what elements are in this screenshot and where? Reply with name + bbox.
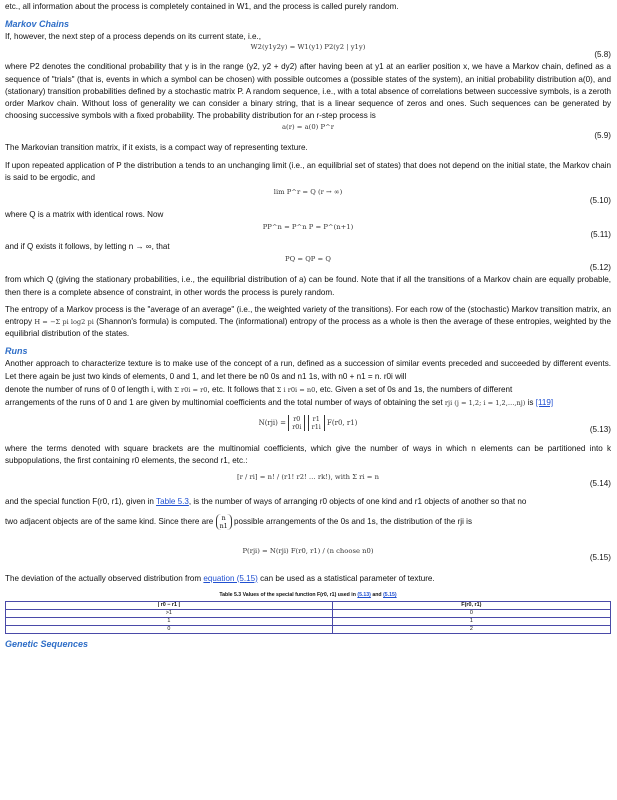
section-heading-runs: Runs	[5, 346, 28, 357]
text: , is the number of ways of arranging r0 objects of one kind and r1 objects of another so that no	[188, 497, 527, 507]
runs-paragraph-2	[5, 383, 611, 397]
paragraph: from which Q (giving the stationary probabilities, i.e., the equilibrial distribution of a) can be found. Note that if all the transitions of a Markov chain are equally probable, then there is a complete absence of constraint, in other words the process is purely random.	[5, 275, 611, 297]
equation-number: (5.8)	[594, 50, 611, 60]
caption-link-5-15[interactable]: (5.15)	[383, 591, 397, 598]
article-page	[5, 0, 611, 651]
table-cell: 2	[332, 625, 610, 633]
table-row	[6, 625, 611, 633]
equation-number: (5.10)	[589, 196, 611, 206]
text: denote the number of runs of 0 of length i, with	[5, 384, 172, 394]
runs-paragraph-7	[5, 573, 611, 585]
section-heading-genetic-sequences: Genetic Sequences	[5, 638, 89, 649]
table-caption	[5, 591, 611, 599]
set-formula: rji (j = 1,2; i = 1,2,…,nj)	[444, 398, 526, 407]
equation-5-13	[5, 413, 611, 443]
equation-5-9	[5, 122, 611, 142]
table-cell: 0	[6, 625, 333, 633]
paragraph: The Markovian transition matrix, if it exists, is a compact way of representing texture.	[5, 143, 308, 153]
paragraph: where Q is a matrix with identical rows. Now	[5, 210, 164, 220]
coefficient-bottom: r1i	[311, 423, 321, 432]
equation-5-15	[5, 535, 611, 573]
text: , etc. Given a set of 0s and 1s, the numbers of different	[315, 384, 513, 394]
table-cell: 1	[6, 617, 333, 625]
binomial-coefficient	[216, 514, 232, 530]
text: The deviation of the actually observed distribution from	[5, 573, 202, 583]
multinomial-coefficient	[308, 415, 325, 431]
sum-formula: Σ r0i = r0	[174, 385, 208, 394]
text: The entropy of a Markov process is the "average of an average" (i.e., the weighted variety of the transitions). For each row of the (stochastic) Markov transition matrix, an entropy	[5, 304, 611, 327]
paragraph: Another approach to characterize texture is to make use of the concept of a run, defined as a succession of similar events preceded and succeeded by different events. Let there again be just two kinds of elements, 0 and 1, and let there be n0 0s and n1 1s, with n0 + n1 = n. r0i will	[5, 359, 611, 381]
section-heading-markov-chains: Markov Chains	[5, 19, 70, 30]
equation-number: (5.14)	[589, 479, 611, 489]
equation-number: (5.9)	[594, 131, 611, 141]
multinomial-coefficient	[288, 415, 305, 431]
equation-5-8	[5, 43, 611, 61]
equation-number: (5.12)	[589, 263, 611, 273]
equation-number: (5.15)	[589, 552, 611, 562]
entropy-paragraph	[5, 304, 611, 341]
equation-formula	[5, 415, 611, 431]
text: possible arrangements of the 0s and 1s, the distribution of the rji is	[234, 516, 472, 526]
entropy-formula: H = −Σ pi log2 pi	[34, 318, 94, 327]
equation-formula: a(r) = a(0) P^r	[282, 123, 334, 132]
equation-formula: PP^n = P^n P = P^(n+1)	[262, 223, 354, 232]
text: (Shannon's formula) is computed. The (informational) entropy of the process as a whole is then the average of these entropies, weighted by the equilibrial distribution of the states.	[5, 317, 612, 339]
equation-lhs: N(rji) =	[258, 419, 286, 428]
intro-paragraph: etc., all information about the process is completely contained in W1, and the process is called purely random.	[5, 2, 399, 11]
table-row	[6, 609, 611, 617]
equation-5-10	[5, 184, 611, 209]
equation-5-12	[5, 253, 611, 274]
paragraph: If upon repeated application of P the distribution a tends to an unchanging limit (i.e., an equilibrial set of states) that does not depend on the initial state, the Markov chain is said to be ergodic, and	[5, 160, 611, 182]
table-cell: 1	[332, 617, 610, 625]
caption-text: and	[372, 591, 382, 598]
coefficient-top: r1	[312, 415, 320, 424]
equation-formula: P(rji) = N(rji) F(r0, r1) / (n choose n0)	[242, 546, 374, 555]
runs-paragraph-5	[5, 496, 611, 508]
table-5-3-link[interactable]: Table 5.3	[156, 497, 189, 507]
caption-link-5-13[interactable]: (5.13)	[357, 591, 371, 598]
text: is	[527, 397, 534, 407]
paragraph: where P2 denotes the conditional probability that y is in the range (y2, y2 + dy2) after having been at y1 at an earlier position x, we have a Markov chain, defined as a sequence of "trials" (that is, events in which a symbol can be chosen) with possible outcomes a (possible states of the system), an initial probability distribution a(0), and (stationary) transition probabilities defined by a stochastic matrix P. A random sequence, i.e., with a total absence of correlations between successive symbols, is a zeroth order Markov chain. Without loss of generality we can consider a binary string, that is a linear sequence of zeros and ones. Such sequences can be generated by choosing successive symbols with a fixed probability. The probability distribution for an r-step process is	[5, 62, 611, 121]
paragraph: and if Q exists it follows, by letting n → ∞, that	[5, 242, 170, 252]
coefficient-bottom: n1	[219, 521, 228, 530]
special-function-table	[5, 601, 611, 634]
equation-5-11	[5, 221, 611, 241]
equation-formula: PQ = QP = Q	[285, 255, 331, 264]
coefficient-bottom: r0i	[292, 423, 302, 432]
equation-formula: W2(y1y2y) = W1(y1) P2(y2 | y1y)	[250, 43, 366, 52]
coefficient-top: n	[221, 513, 226, 522]
sum-formula: Σ i r0i = n0	[276, 385, 316, 394]
caption-text: Table 5.3 Values of the special function F(r0, r1) used in	[219, 591, 356, 598]
equation-number: (5.13)	[589, 425, 611, 435]
equation-rhs: F(r0, r1)	[327, 419, 358, 428]
coefficient-top: r0	[293, 415, 301, 424]
text: arrangements of the runs of 0 and 1 are given by multinomial coefficients and the total number of ways of obtaining the set	[5, 397, 443, 407]
table-header-row	[6, 601, 611, 609]
table-cell: 0	[332, 609, 610, 617]
text: can be used as a statistical parameter of texture.	[260, 573, 435, 583]
equation-5-14	[5, 467, 611, 496]
runs-paragraph-3	[5, 397, 611, 409]
equation-formula: lim P^r = Q (r → ∞)	[273, 188, 343, 197]
paragraph: where the terms denoted with square brackets are the multinomial coefficients, which give the number of ways in which n elements can be partitioned into k subpopulations, the first containing r0 elements, the second r1, etc.:	[5, 444, 611, 466]
equation-formula: [r / ri] = n! / (r1! r2! … rk!), with Σ ri = n	[237, 473, 379, 482]
table-header: | r0 − r1 |	[6, 601, 333, 609]
text: and the special function F(r0, r1), given in	[5, 497, 154, 507]
text: , etc. It follows that	[207, 384, 275, 394]
table-row	[6, 617, 611, 625]
table-header: F(r0, r1)	[332, 601, 610, 609]
text: two adjacent objects are of the same kind. Since there are	[5, 516, 214, 526]
paragraph: If, however, the next step of a process depends on its current state, i.e.,	[5, 32, 261, 42]
reference-link-119[interactable]: [119]	[535, 397, 554, 407]
equation-number: (5.11)	[590, 230, 611, 240]
table-cell: >1	[6, 609, 333, 617]
runs-paragraph-6	[5, 509, 611, 535]
equation-5-15-link[interactable]: equation (5.15)	[203, 573, 258, 583]
